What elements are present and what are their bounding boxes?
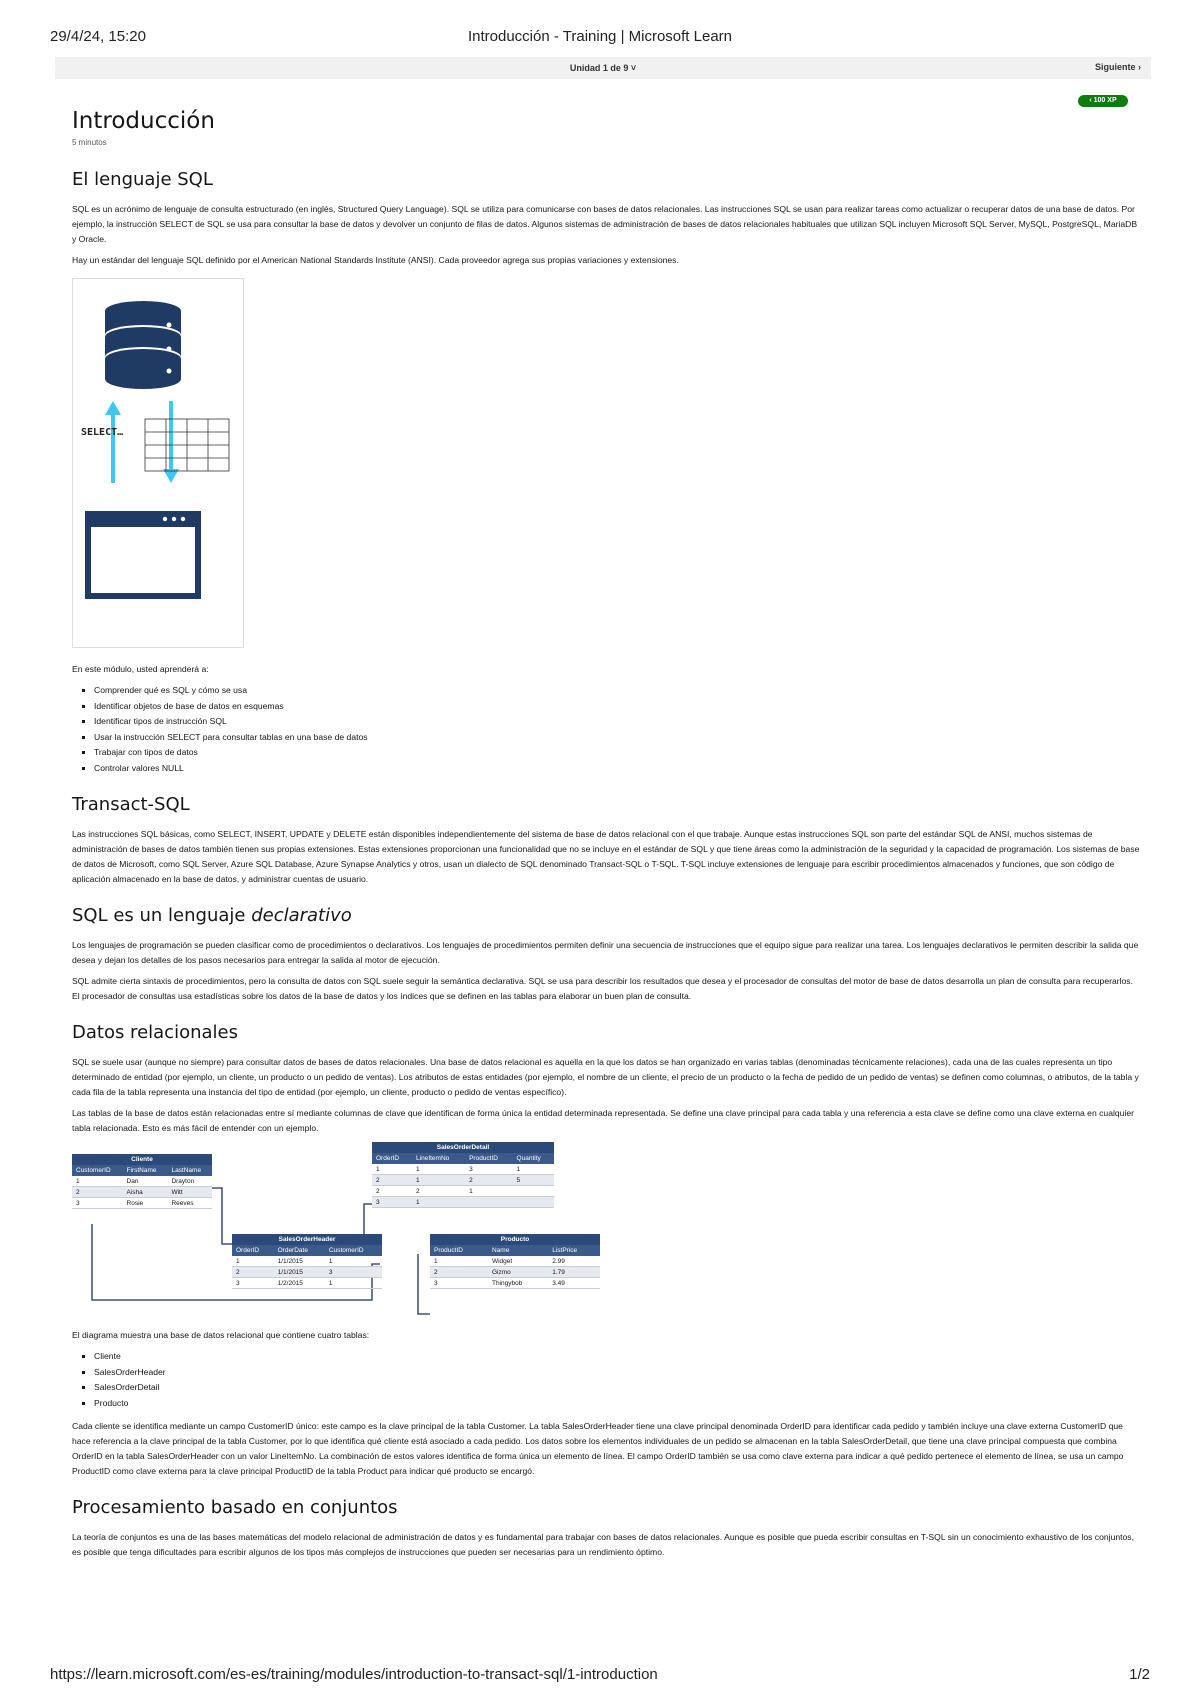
paragraph: Los lenguajes de programación se pueden clasificar como de procedimientos o declarativos. Los lenguajes de procedimientos permiten definir una secuencia de instrucciones que el equipo sigue para realizar una tarea. Los lenguajes declarativos le permiten describir la salida que desea y dejan los detalles de los pasos necesarios para entregar la salida al motor de ejecución. xyxy=(72,940,1139,965)
table-cell: 3 xyxy=(465,1164,512,1175)
list-item: ▪ Controlar valores NULL xyxy=(94,761,1142,777)
sales-order-detail-table xyxy=(372,1142,554,1208)
table-caption: SalesOrderHeader xyxy=(232,1234,382,1245)
table-cell: Dan xyxy=(123,1176,168,1187)
column-header: CustomerID xyxy=(72,1165,123,1176)
list-item: ▪ Producto xyxy=(94,1396,1142,1412)
list-item: ▪ Usar la instrucción SELECT para consultar tablas en una base de datos xyxy=(94,730,1142,746)
heading-relational-data: Datos relacionales xyxy=(72,1022,238,1043)
table-cell xyxy=(513,1197,554,1208)
table-cell: 2 xyxy=(412,1186,465,1197)
table-cell: 1 xyxy=(412,1164,465,1175)
sales-order-header-table xyxy=(232,1234,382,1289)
heading-declarative xyxy=(72,905,1142,926)
column-header: ProductID xyxy=(430,1245,488,1256)
list-item: ▪ Identificar tipos de instrucción SQL xyxy=(94,714,1142,730)
table-cell: 2 xyxy=(465,1175,512,1186)
product-table xyxy=(430,1234,600,1289)
table-cell: Aisha xyxy=(123,1187,168,1198)
print-date: 29/4/24, 15:20 xyxy=(50,28,146,45)
table-cell: 1 xyxy=(72,1176,123,1187)
table-cell: 1 xyxy=(325,1256,382,1267)
table-cell: 2 xyxy=(430,1267,488,1278)
table-cell: 1 xyxy=(232,1256,274,1267)
table-cell: 5 xyxy=(513,1175,554,1186)
database-query-illustration xyxy=(73,279,243,647)
heading-sql-language: El lenguaje SQL xyxy=(72,169,213,190)
learning-objectives-list xyxy=(72,683,1142,776)
table-cell xyxy=(465,1197,512,1208)
result-grid-icon xyxy=(145,419,229,471)
page-number: 1/2 xyxy=(1129,1666,1150,1683)
learn-intro: En este módulo, usted aprenderá a: xyxy=(72,664,209,674)
main-content xyxy=(72,100,1142,1566)
table-cell: Gizmo xyxy=(488,1267,548,1278)
list-item: ▪ SalesOrderHeader xyxy=(94,1365,1142,1381)
table-caption: Cliente xyxy=(72,1154,212,1165)
database-icon xyxy=(105,301,181,389)
table-cell: 3 xyxy=(72,1198,123,1209)
up-arrow-icon xyxy=(105,401,121,483)
application-window-icon xyxy=(85,511,201,599)
column-header: LastName xyxy=(167,1165,212,1176)
heading-transact-sql: Transact-SQL xyxy=(72,794,190,815)
table-cell: 2 xyxy=(72,1187,123,1198)
table-cell: 1 xyxy=(465,1186,512,1197)
paragraph: Las tablas de la base de datos están relacionadas entre sí mediante columnas de clave que identifican de forma única la entidad determinada representada. Se define una clave principal para cada tabla y una referencia a esta clave se define como una clave externa en cualquier tabla relacionada. Esto es más fácil de entender con un ejemplo. xyxy=(72,1108,1135,1133)
table-cell: 1/1/2015 xyxy=(274,1267,325,1278)
paragraph: Hay un estándar del lenguaje SQL definido por el American National Standards Institute (ANSI). Cada proveedor agrega sus propias variaciones y extensiones. xyxy=(72,255,679,265)
next-unit-link[interactable]: Siguiente › xyxy=(1094,62,1141,72)
tables-list xyxy=(72,1349,1142,1411)
table-cell: Widget xyxy=(488,1256,548,1267)
column-header: ProductID xyxy=(465,1153,512,1164)
list-item: ▪ Comprender qué es SQL y cómo se usa xyxy=(94,683,1142,699)
table-cell: Drayton xyxy=(167,1176,212,1187)
table-cell: 1 xyxy=(325,1278,382,1289)
list-item: ▪ Identificar objetos de base de datos en esquemas xyxy=(94,699,1142,715)
table-caption: SalesOrderDetail xyxy=(372,1142,554,1153)
unit-navigation-bar xyxy=(55,57,1151,79)
table-cell xyxy=(513,1186,554,1197)
paragraph: SQL se suele usar (aunque no siempre) para consultar datos de bases de datos relacionales. Una base de datos relacional es aquella en la que los datos se han organizado en varias tablas (denominadas técnicamente relaciones), cada una de las cuales representa un tipo determinado de entidad (por ejemplo, un cliente, un producto o un pedido de ventas). Los atributos de estas entidades (por ejemplo, el nombre de un cliente, el precio de un producto o la fecha de pedido de un pedido de ventas) se definen como columnas, o atributos, de la tabla y cada fila de la tabla representa una instancia del tipo de entidad (por ejemplo, un cliente, producto o pedido de ventas específico). xyxy=(72,1057,1139,1097)
paragraph: La teoría de conjuntos es una de las bases matemáticas del modelo relacional de administración de datos y es fundamental para trabajar con bases de datos relacionales. Aunque es posible que pueda escribir consultas en T-SQL sin un conocimiento exhaustivo de los conjuntos, es posible que tenga dificultades para escribir algunos de los tipos más complejos de instrucciones que pueden ser necesarias para un rendimiento óptimo. xyxy=(72,1532,1134,1557)
page-url: https://learn.microsoft.com/es-es/training/modules/introduction-to-transact-sql/1-introduction xyxy=(50,1666,658,1683)
table-caption: Producto xyxy=(430,1234,600,1245)
table-cell: Reeves xyxy=(167,1198,212,1209)
list-item: ▪ Trabajar con tipos de datos xyxy=(94,745,1142,761)
paragraph: SQL admite cierta sintaxis de procedimientos, pero la consulta de datos con SQL suele seguir la semántica declarativa. SQL se usa para describir los resultados que desea y el procesador de consultas del motor de base de datos desarrolla un plan de consulta para recuperarlos. El procesador de consultas usa estadísticas sobre los datos de la base de datos y los índices que se definen en las tablas para elaborar un buen plan de consulta. xyxy=(72,976,1133,1001)
list-item: ▪ SalesOrderDetail xyxy=(94,1380,1142,1396)
table-cell: Rosie xyxy=(123,1198,168,1209)
table-cell: 2 xyxy=(372,1186,412,1197)
table-cell: 3 xyxy=(325,1267,382,1278)
print-page-title: Introducción - Training | Microsoft Learn xyxy=(467,28,733,45)
xp-badge: ‹ 100 XP xyxy=(1078,95,1128,107)
table-cell: 3 xyxy=(232,1278,274,1289)
table-cell: 1/1/2015 xyxy=(274,1256,325,1267)
column-header: CustomerID xyxy=(325,1245,382,1256)
paragraph: Las instrucciones SQL básicas, como SELECT, INSERT, UPDATE y DELETE están disponibles independientemente del sistema de base de datos relacional con el que trabaje. Aunque estas instrucciones SQL son parte del estándar SQL de ANSI, muchos sistemas de administración de bases de datos también tienen sus propias extensiones. Estas extensiones proporcionan una funcionalidad que no se incluye en el estándar de SQL y que tiene áreas como la administración de la seguridad y la capacidad de programación. Los sistemas de base de datos de Microsoft, como SQL Server, Azure SQL Database, Azure Synapse Analytics y otros, usan un dialecto de SQL denominado Transact-SQL o T-SQL. T-SQL incluye extensiones de lenguaje para escribir procedimientos almacenados y funciones, que son código de aplicación almacenado en la base de datos, y administrar cuentas de usuario. xyxy=(72,829,1140,884)
table-cell: 1 xyxy=(430,1256,488,1267)
heading-emphasis: declarativo xyxy=(251,905,352,926)
column-header: OrderDate xyxy=(274,1245,325,1256)
table-cell: 3 xyxy=(372,1197,412,1208)
list-item: ▪ Cliente xyxy=(94,1349,1142,1365)
heading-text: SQL es un lenguaje xyxy=(72,905,252,926)
table-cell: 1 xyxy=(412,1175,465,1186)
duration-label: 5 minutos xyxy=(72,138,107,147)
heading-set-based: Procesamiento basado en conjuntos xyxy=(72,1497,398,1518)
table-cell: 1 xyxy=(513,1164,554,1175)
table-cell: 2.99 xyxy=(548,1256,600,1267)
column-header: ListPrice xyxy=(548,1245,600,1256)
select-label: SELECT… xyxy=(81,427,124,438)
table-cell: 2 xyxy=(232,1267,274,1278)
table-cell: 1 xyxy=(372,1164,412,1175)
column-header: OrderID xyxy=(232,1245,274,1256)
table-cell: 2 xyxy=(372,1175,412,1186)
page-title: Introducción xyxy=(72,108,215,134)
column-header: LineItemNo xyxy=(412,1153,465,1164)
print-header xyxy=(50,28,1150,50)
table-cell: 1/2/2015 xyxy=(274,1278,325,1289)
relational-database-diagram xyxy=(72,1142,630,1318)
table-cell: Witt xyxy=(167,1187,212,1198)
column-header: Quantity xyxy=(513,1153,554,1164)
table-cell: 1.79 xyxy=(548,1267,600,1278)
unit-selector[interactable]: Unidad 1 de 9 ˅ xyxy=(569,63,637,73)
column-header: Name xyxy=(488,1245,548,1256)
table-cell: 3 xyxy=(430,1278,488,1289)
table-cell: Thingybob xyxy=(488,1278,548,1289)
table-cell: 1 xyxy=(412,1197,465,1208)
table-cell: 3.49 xyxy=(548,1278,600,1289)
customer-table xyxy=(72,1154,212,1209)
sql-select-figure xyxy=(72,278,244,648)
column-header: FirstName xyxy=(123,1165,168,1176)
column-header: OrderID xyxy=(372,1153,412,1164)
paragraph: Cada cliente se identifica mediante un campo CustomerID único: este campo es la clave principal de la tabla Customer. La tabla SalesOrderHeader tiene una clave principal denominada OrderID para identificar cada pedido y también incluye una clave externa CustomerID que hace referencia a la clave principal de la tabla Customer, por lo que identifica qué cliente está asociado a cada pedido. Los datos sobre los elementos individuales de un pedido se almacenan en la tabla SalesOrderDetail, que tiene una clave principal compuesta que combina OrderID en la tabla SalesOrderHeader con un valor LineItemNo. La combinación de estos valores identifica de forma única un elemento de línea. El campo OrderID también se usa como clave externa para indicar a qué pedido pertenece el elemento de línea, se usa un campo ProductID como clave externa para la clave principal ProductID de la tabla Product para indicar qué producto se encargó. xyxy=(72,1421,1124,1476)
diagram-caption: El diagrama muestra una base de datos relacional que contiene cuatro tablas: xyxy=(72,1330,370,1340)
paragraph: SQL es un acrónimo de lenguaje de consulta estructurado (en inglés, Structured Query Language). SQL se utiliza para comunicarse con bases de datos relacionales. Las instrucciones SQL se usan para realizar tareas como actualizar o recuperar datos de una base de datos. Por ejemplo, la instrucción SELECT de SQL se usa para consultar la base de datos y devolver un conjunto de filas de datos. Algunos sistemas de administración de bases de datos relacionales habituales que utilizan SQL incluyen Microsoft SQL Server, MySQL, PostgreSQL, MariaDB y Oracle. xyxy=(72,204,1138,244)
